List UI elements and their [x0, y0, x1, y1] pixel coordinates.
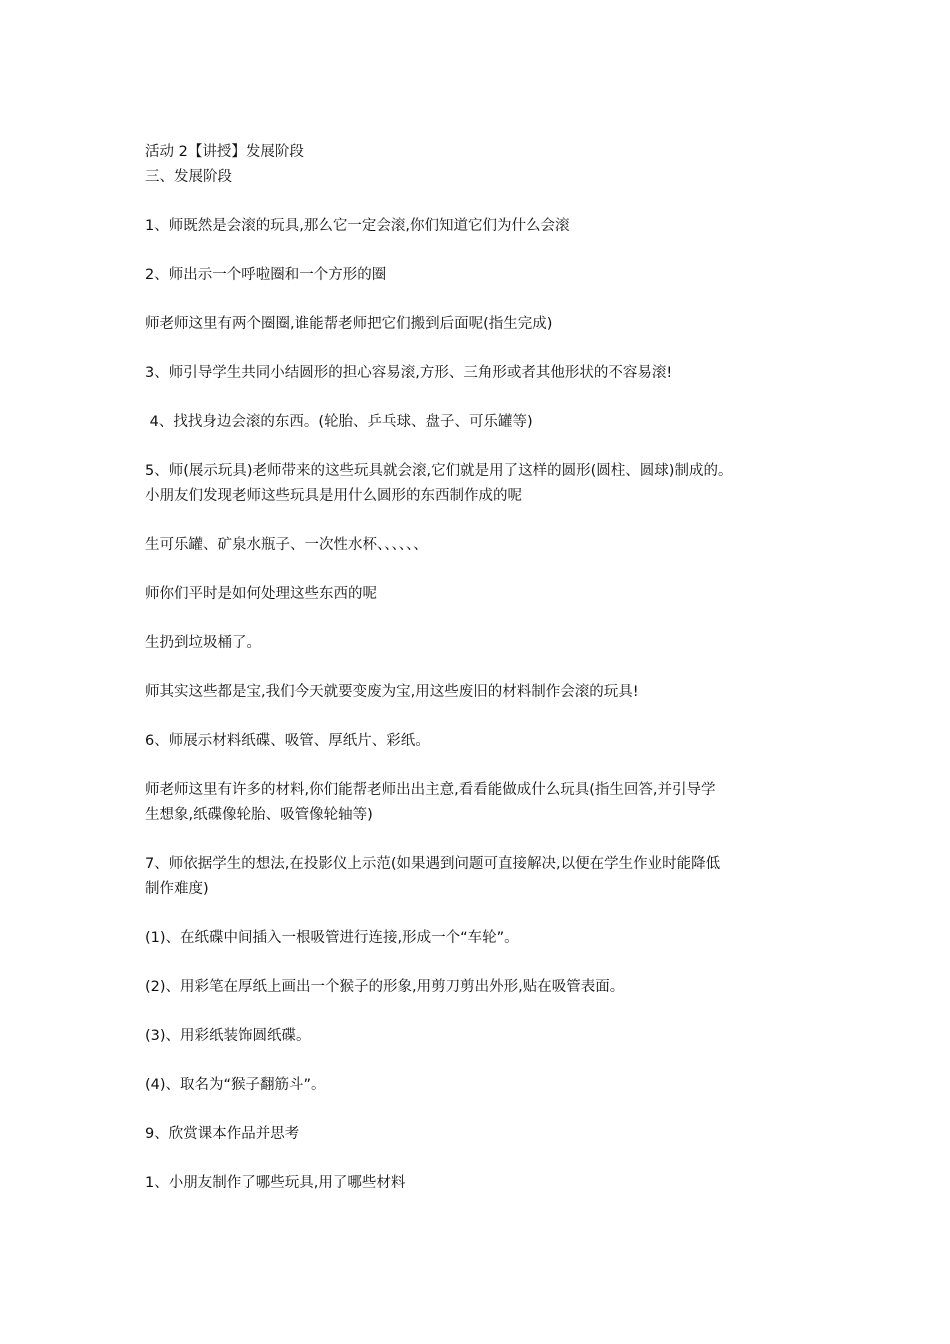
paragraph-line: 师你们平时是如何处理这些东西的呢	[145, 586, 377, 602]
paragraph-17	[145, 1073, 825, 1098]
paragraph-line: 师老师这里有许多的材料,你们能帮老师出出主意,看看能做成什么玩具(指生回答,并引导学	[145, 782, 716, 798]
heading-line: 活动 2【讲授】发展阶段	[145, 144, 304, 160]
section-heading	[145, 140, 825, 190]
paragraph-line: 生可乐罐、矿泉水瓶子、一次性水杯、、、、、、	[145, 537, 428, 553]
subheading-line: 三、发展阶段	[145, 169, 232, 185]
paragraph-line: 师其实这些都是宝,我们今天就要变废为宝,用这些废旧的材料制作会滚的玩具!	[145, 684, 639, 700]
paragraph-1	[145, 214, 825, 239]
paragraph-19	[145, 1171, 825, 1196]
paragraph-line: (2)、用彩笔在厚纸上画出一个猴子的形象,用剪刀剪出外形,贴在吸管表面。	[145, 979, 625, 995]
paragraph-line: (4)、取名为“猴子翻筋斗”。	[145, 1077, 326, 1093]
paragraph-line: 制作难度)	[145, 881, 209, 897]
paragraph-11	[145, 729, 825, 754]
paragraph-line: 7、师依据学生的想法,在投影仪上示范(如果遇到问题可直接解决,以便在学生作业时能降低	[145, 856, 721, 872]
paragraph-line: 5、师(展示玩具)老师带来的这些玩具就会滚,它们就是用了这样的圆形(圆柱、圆球)制成的。	[145, 463, 733, 479]
paragraph-14	[145, 926, 825, 951]
paragraph-line: 6、师展示材料纸碟、吸管、厚纸片、彩纸。	[145, 733, 430, 749]
paragraph-line: (1)、在纸碟中间插入一根吸管进行连接,形成一个“车轮”。	[145, 930, 519, 946]
paragraph-line: (3)、用彩纸装饰圆纸碟。	[145, 1028, 311, 1044]
paragraph-10	[145, 680, 825, 705]
paragraph-8	[145, 582, 825, 607]
paragraph-15	[145, 975, 825, 1000]
paragraph-2	[145, 263, 825, 288]
paragraph-line: 小朋友们发现老师这些玩具是用什么圆形的东西制作成的呢	[145, 488, 522, 504]
paragraph-line: 4、找找身边会滚的东西。(轮胎、乒乓球、盘子、可乐罐等)	[145, 414, 533, 430]
paragraph-line: 9、欣赏课本作品并思考	[145, 1126, 300, 1142]
paragraph-5	[145, 410, 825, 435]
document-body	[145, 140, 825, 1196]
paragraph-line: 生想象,纸碟像轮胎、吸管像轮轴等)	[145, 807, 373, 823]
paragraph-3	[145, 312, 825, 337]
paragraph-18	[145, 1122, 825, 1147]
paragraph-line: 师老师这里有两个圈圈,谁能帮老师把它们搬到后面呢(指生完成)	[145, 316, 553, 332]
paragraph-line: 生扔到垃圾桶了。	[145, 635, 261, 651]
paragraph-line: 3、师引导学生共同小结圆形的担心容易滚,方形、三角形或者其他形状的不容易滚!	[145, 365, 673, 381]
paragraph-line: 2、师出示一个呼啦圈和一个方形的圈	[145, 267, 387, 283]
paragraph-7	[145, 533, 825, 558]
paragraph-16	[145, 1024, 825, 1049]
paragraph-6	[145, 459, 825, 509]
paragraph-4	[145, 361, 825, 386]
paragraph-line: 1、小朋友制作了哪些玩具,用了哪些材料	[145, 1175, 406, 1191]
paragraph-9	[145, 631, 825, 656]
paragraph-line: 1、师既然是会滚的玩具,那么它一定会滚,你们知道它们为什么会滚	[145, 218, 570, 234]
paragraph-12	[145, 778, 825, 828]
paragraph-13	[145, 852, 825, 902]
